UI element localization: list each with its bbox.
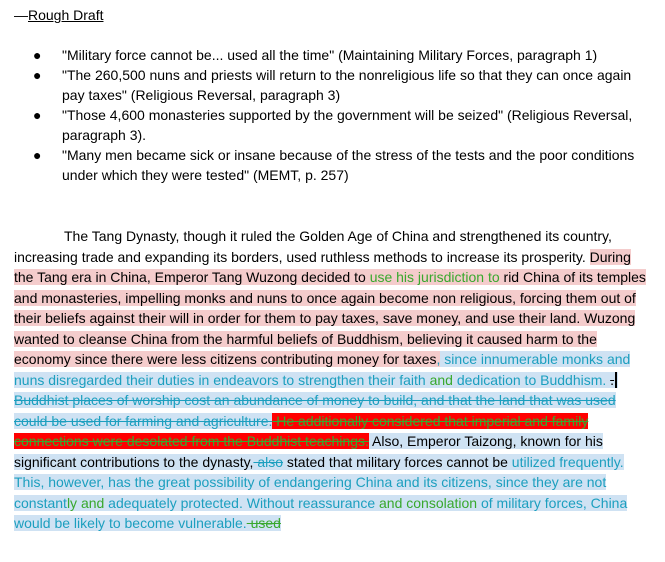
bullet-icon: ● [33,107,42,123]
text-run: rid China of its temples and monasteries, impelling monks and nuns to once again become non religious, forcing them out of their beliefs against their will in order for them to pay taxes, save money, and use their land. Wuzong wanted to cleanse China from the harmful beliefs of Buddhism, believing it caused harm to the economy since there were less citizens contributing money for taxes [14,269,646,367]
suggested-insert: utilized frequently. This, however, has the great possibility of endangering China and its citizens, since they are not constant [14,453,624,511]
suggested-insert: dedication to Buddhism. [452,371,611,388]
text-run: During the Tang era in China, Emperor Tang Wuzong decided to [14,248,631,285]
suggested-insert: and consolation [379,494,478,511]
list-item [30,145,650,185]
suggested-insert: , [436,351,441,367]
text-run: The Tang Dynasty, though it ruled the Golden Age of China and strengthened its country, increasing trade and expanding its borders, used ruthless methods to increase its prosperity. [14,228,612,265]
text-cursor [615,372,617,388]
list-item [30,105,650,145]
bullet-icon: ● [33,67,42,83]
suggested-insert: since innumerable monks and nuns disregarded their duties in endeavors to strengthen their faith [14,351,631,388]
highlight-pink [14,249,646,368]
list-item [30,65,650,105]
suggested-insert: adequately protected. Without reassurance [104,494,380,511]
suggested-delete: used [246,515,281,531]
quote-text: "The 260,500 nuns and priests will return to the nonreligious life so that they can once again pay taxes" (Religious Reversal, paragraph 3) [62,67,632,103]
quote-text: "Military force cannot be... used all the time" (Maintaining Military Forces, paragraph 1) [62,47,598,63]
bullet-icon: ● [33,147,42,163]
text-run: stated that military forces cannot be [283,453,512,470]
suggested-delete: Buddhist places of worship cost an abundance of money to build, and that the land that was used could be used for farming and agriculture. [14,392,616,429]
suggested-delete: also [253,453,284,470]
heading-title: Rough Draft [28,7,104,23]
suggested-insert: use his jurisdiction to [369,269,500,285]
suggested-delete-red: He additionally considered that imperial and family connections were desolated from the Buddhist teachings. [14,412,589,449]
quote-text: "Those 4,600 monasteries supported by the government will be seized" (Religious Reversal, paragraph 3). [62,107,633,143]
body-paragraph[interactable] [14,226,646,534]
suggested-delete: . [610,371,615,388]
suggested-insert: of military forces, China would be likely to become vulnerable. [14,494,628,531]
suggested-insert: ly and [66,494,105,511]
bullet-icon: ● [33,47,42,63]
list-item [30,45,650,65]
heading [14,6,103,25]
quote-text: "Many men became sick or insane because of the stress of the tests and the poor conditions under which they were tested" (MEMT, p. 257) [62,147,635,183]
heading-dash: — [14,7,28,23]
text-run: Also, Emperor Taizong, known for his significant contributions to the dynasty, [14,433,603,470]
suggested-insert: and [429,371,453,388]
quote-list [30,45,650,185]
